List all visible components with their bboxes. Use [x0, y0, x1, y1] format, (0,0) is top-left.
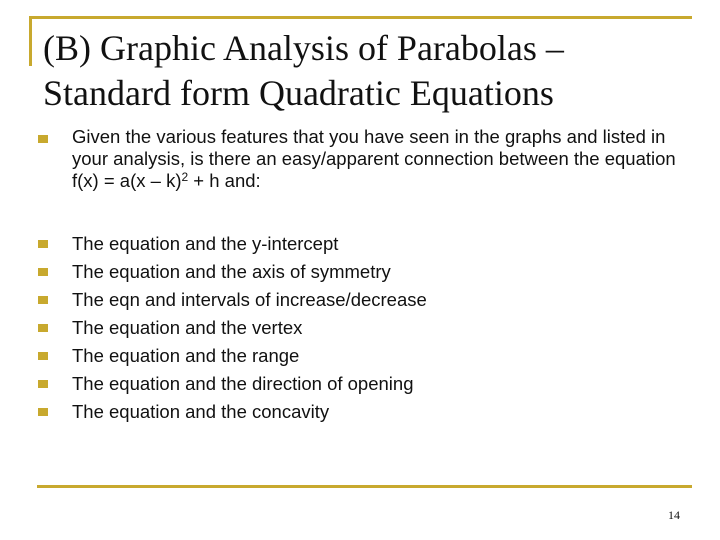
list-item-text: The equation and the vertex: [72, 317, 303, 338]
title-line-2: Standard form Quadratic Equations: [43, 73, 554, 113]
bottom-gold-rule: [37, 485, 692, 488]
list-item: [38, 370, 427, 398]
list-item-text: The equation and the range: [72, 345, 300, 366]
title-line-1: (B) Graphic Analysis of Parabolas –: [43, 28, 564, 68]
intro-text-main: Given the various features that you have seen in the graphs and listed in your analysis, is there an easy/apparent connection between the equation f(x) = a(x – k): [72, 126, 676, 191]
intro-bullet: [38, 126, 678, 192]
list-item-text: The equation and the direction of opening: [72, 373, 414, 394]
intro-superscript: 2: [181, 170, 189, 184]
page-number: 14: [668, 508, 680, 522]
list-item-text: The equation and the axis of symmetry: [72, 261, 391, 282]
intro-text: [72, 126, 678, 192]
left-gold-rule: [29, 16, 32, 66]
list-item: [38, 286, 427, 314]
square-bullet-icon: [38, 408, 48, 416]
list-item-text: The eqn and intervals of increase/decrease: [72, 289, 427, 310]
list-item: [38, 342, 427, 370]
square-bullet-icon: [38, 380, 48, 388]
list-item-text: The equation and the concavity: [72, 401, 330, 422]
bullet-list: [38, 230, 427, 426]
intro-text-end: + h and:: [188, 170, 261, 191]
list-item: [38, 258, 427, 286]
square-bullet-icon: [38, 352, 48, 360]
square-bullet-icon: [38, 135, 48, 143]
list-item: [38, 314, 427, 342]
square-bullet-icon: [38, 268, 48, 276]
list-item-text: The equation and the y-intercept: [72, 233, 339, 254]
slide-title: [43, 26, 683, 116]
square-bullet-icon: [38, 296, 48, 304]
list-item: [38, 398, 427, 426]
list-item: [38, 230, 427, 258]
square-bullet-icon: [38, 324, 48, 332]
square-bullet-icon: [38, 240, 48, 248]
top-gold-rule: [29, 16, 692, 19]
